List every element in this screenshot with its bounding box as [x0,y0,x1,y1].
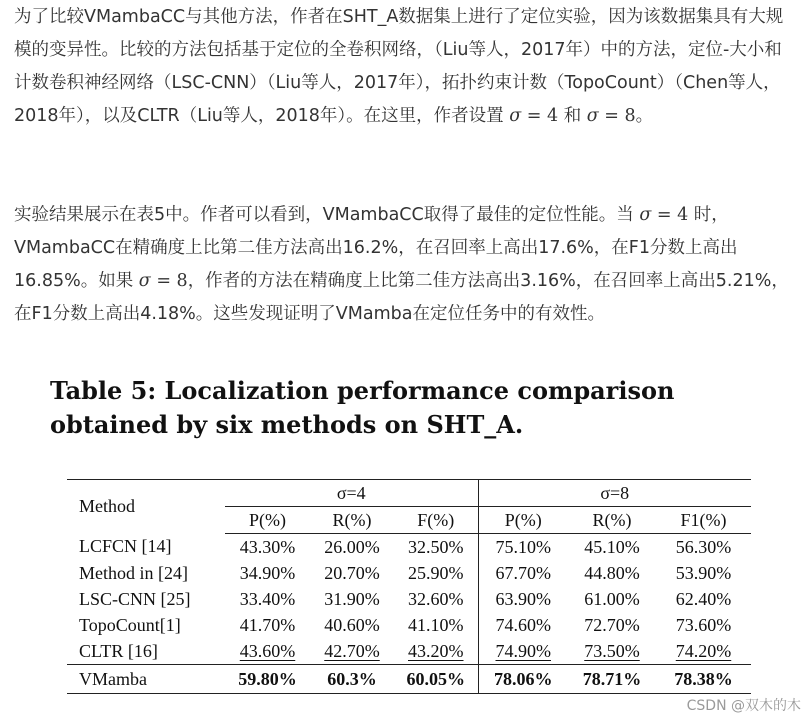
table-row [67,612,751,638]
sigma-symbol: σ [639,205,652,225]
equals-sign: = [521,106,547,126]
sigma-value-8: 8 [624,106,636,126]
value-cell: 20.70% [324,562,380,583]
value-cell-second-best: 43.60% [239,640,296,661]
value-cell-best: 60.05% [394,665,478,694]
value-cell-best: 78.38% [656,665,751,694]
equals-sign: = [150,271,177,291]
value-cell: 41.10% [408,614,464,635]
value-cell: 40.60% [324,614,380,635]
table-caption: Table 5: Localization performance comparison obtained by six methods on SHT_A. [50,376,675,439]
column-header: F(%) [394,507,478,534]
value-cell: 53.90% [675,562,732,583]
value-cell: 43.30% [239,536,296,557]
method-cell: LSC-CNN [25] [79,588,191,609]
equals-sign: = [598,106,625,126]
column-header: F1(%) [656,507,751,534]
method-cell: CLTR [16] [79,640,158,661]
column-header: P(%) [478,507,568,534]
csdn-watermark: CSDN @双木的木 [686,698,801,714]
sigma8-group-header: σ=8 [478,480,751,507]
value-cell: 32.50% [408,536,464,557]
value-cell: 73.60% [675,614,732,635]
value-cell-second-best: 73.50% [584,640,640,661]
sigma-symbol: σ [509,106,522,126]
column-header: R(%) [310,507,394,534]
value-cell-best: 78.71% [568,665,656,694]
value-cell: 63.90% [478,586,568,612]
table-row-best [67,665,751,694]
value-cell-second-best: 74.20% [675,640,732,661]
sigma4-group-header: σ=4 [225,480,478,507]
results-text-b: 时，VMambaCC在精确度上比第二佳方法高出16.2%，在召回率上高出17.6%，在F1分数上高出16.85%。如果 [14,205,738,291]
value-cell: 74.60% [478,612,568,638]
sigma-symbol: σ [138,271,151,291]
sigma-value-8: 8 [176,271,188,291]
localization-table [67,479,751,694]
value-cell: 33.40% [239,588,296,609]
and-text: 和 [558,106,587,126]
value-cell-best: 78.06% [478,665,568,694]
value-cell: 41.70% [239,614,296,635]
value-cell: 32.60% [408,588,464,609]
results-paragraph [14,199,794,331]
equals-sign: = [651,205,678,225]
value-cell: 56.30% [675,536,732,557]
column-header: R(%) [568,507,656,534]
method-cell: VMamba [67,665,225,694]
value-cell: 31.90% [324,588,380,609]
method-cell: TopoCount[1] [79,614,181,635]
value-cell: 62.40% [675,588,732,609]
value-cell-second-best: 74.90% [478,638,568,665]
method-cell: LCFCN [14] [79,536,172,557]
value-cell: 67.70% [478,560,568,586]
sigma-value-4: 4 [677,205,689,225]
value-cell: 61.00% [584,588,640,609]
sentence-end: 。 [635,106,654,126]
value-cell-second-best: 42.70% [324,640,380,661]
intro-text: 为了比较VMambaCC与其他方法，作者在SHT_A数据集上进行了定位实验，因为该数据集具有大规模的变异性。比较的方法包括基于定位的全卷积网络，（Liu等人，2017年）中的方法，定位-大小和计数卷积神经网络（LSC-CNN）（Liu等人，2017年），拓扑约束计数（TopoCount）（Chen等人，2018年），以及CLTR（Liu等人，2018年）。在这里，作者设置 [14,7,784,126]
method-cell: Method in [24] [79,562,188,583]
sigma-symbol: σ [586,106,599,126]
table-row [67,560,751,586]
intro-paragraph [14,1,794,133]
table-row [67,534,751,561]
table-row [67,638,751,665]
results-text-c: ，作者的方法在精确度上比第二佳方法高出3.16%，在召回率上高出5.21%，在F1分数上高出4.18%。这些发现证明了VMamba在定位任务中的有效性。 [14,271,789,324]
value-cell: 45.10% [584,536,640,557]
value-cell: 25.90% [408,562,464,583]
sigma-value-4: 4 [547,106,559,126]
table-row [67,586,751,612]
results-text-a: 实验结果展示在表5中。作者可以看到，VMambaCC取得了最佳的定位性能。当 [14,205,640,225]
value-cell: 34.90% [239,562,296,583]
column-header: P(%) [225,507,310,534]
table-header-row [67,480,751,507]
value-cell: 75.10% [478,534,568,561]
value-cell-best: 59.80% [225,665,310,694]
value-cell: 26.00% [324,536,380,557]
value-cell: 44.80% [584,562,640,583]
method-column-header: Method [67,480,225,534]
value-cell-second-best: 43.20% [408,640,464,661]
value-cell-best: 60.3% [310,665,394,694]
value-cell: 72.70% [584,614,640,635]
